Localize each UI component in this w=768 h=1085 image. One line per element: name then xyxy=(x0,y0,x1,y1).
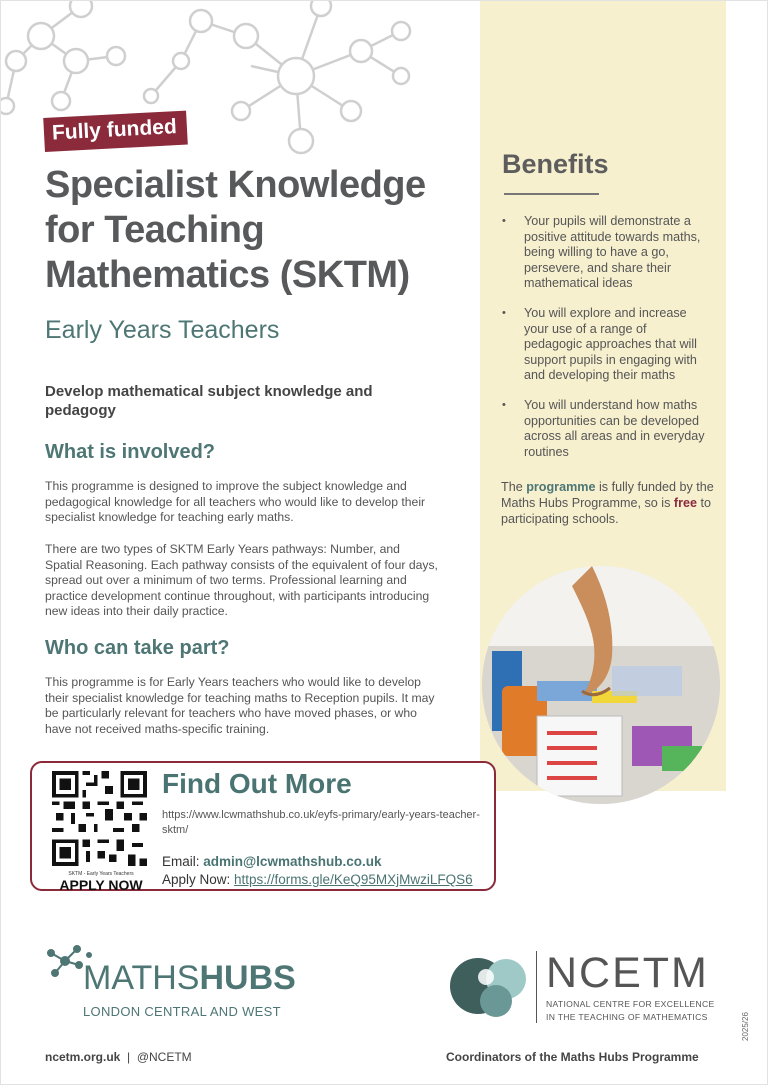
mathshubs-region: LONDON CENTRAL AND WEST xyxy=(83,1004,281,1019)
classroom-photo xyxy=(482,566,720,804)
coordinators-text: Coordinators of the Maths Hubs Programme xyxy=(446,1050,699,1064)
footer-links xyxy=(45,1050,192,1064)
funding-note xyxy=(501,480,716,527)
apply-link[interactable]: https://forms.gle/KeQ95MXjMwziLFQS6 xyxy=(234,872,473,887)
qr-code-icon[interactable] xyxy=(52,771,147,866)
title-line: for Teaching xyxy=(45,209,265,251)
email-link[interactable]: admin@lcwmathshub.co.uk xyxy=(203,854,382,869)
programme-url-link[interactable]: https://www.lcwmathshub.co.uk/eyfs-primary/early-years-teacher-sktm/ xyxy=(162,809,480,836)
ncetm-name: NCETM xyxy=(546,949,709,997)
bullet-icon: • xyxy=(502,398,506,411)
involved-paragraph-1: This programme is designed to improve the subject knowledge and pedagogical knowledge for all teachers who would like to develop their specialist knowledge for teaching early maths. xyxy=(45,479,426,524)
title-line: Specialist Knowledge xyxy=(45,164,426,206)
bullet-icon: • xyxy=(502,215,506,227)
mathshubs-hubs: HUBS xyxy=(199,959,296,997)
mathshubs-maths: MATHS xyxy=(83,959,200,997)
page-title xyxy=(45,163,465,298)
ncetm-divider xyxy=(536,951,537,1023)
ncetm-tagline-1: NATIONAL CENTRE FOR EXCELLENCE xyxy=(546,999,715,1009)
mathshubs-logo-text xyxy=(83,959,296,998)
benefit-item xyxy=(501,306,706,384)
funding-note-text: is fully funded by the Maths Hubs Programme, so is xyxy=(501,480,714,510)
who-heading: Who can take part? xyxy=(45,637,230,659)
involved-paragraph-2: There are two types of SKTM Early Years pathways: Number, and Spatial Reasoning. Each pathway consists of the equivalent of four days, spread out over a minimum of two terms. Professional learning and practice development continue throughout, with participants introducing new ideas into their daily practice. xyxy=(45,542,438,618)
find-out-more-heading: Find Out More xyxy=(162,768,352,799)
email-line xyxy=(162,854,381,869)
funding-note-text: The xyxy=(501,480,527,494)
ncetm-website-link[interactable]: ncetm.org.uk xyxy=(45,1050,121,1064)
bullet-icon: • xyxy=(502,306,506,319)
benefits-list xyxy=(501,214,706,474)
qr-apply-now-label: APPLY NOW xyxy=(59,877,143,893)
ncetm-social-handle[interactable]: @NCETM xyxy=(136,1050,192,1064)
year-label: 2025/26 xyxy=(741,1012,750,1041)
involved-heading: What is involved? xyxy=(45,441,216,463)
who-paragraph: This programme is for Early Years teachers who would like to develop their specialist knowledge for teaching maths to Reception pupils. It may be particularly relevant for teachers who have moved phases, or who have not received maths-specific training. xyxy=(45,675,435,736)
programme-highlight: programme xyxy=(526,480,596,494)
free-highlight: free xyxy=(673,495,697,510)
email-label: Email: xyxy=(162,854,204,869)
qr-caption: SKTM - Early Years Teachers xyxy=(68,871,134,877)
title-line: Mathematics (SKTM) xyxy=(45,254,410,296)
page-subtitle: Early Years Teachers xyxy=(45,316,280,344)
benefit-text: You will understand how maths opportunities can be developed across all areas and in everyday routines xyxy=(524,397,705,459)
lead-text: Develop mathematical subject knowledge and pedagogy xyxy=(45,383,373,419)
find-out-more-panel xyxy=(30,761,496,891)
apply-line xyxy=(162,872,473,887)
fully-funded-badge: Fully funded xyxy=(43,111,187,152)
benefit-text: You will explore and increase your use of a range of pedagogic approaches that will support pupils in engaging with and developing their maths xyxy=(524,305,697,383)
benefits-divider xyxy=(504,193,599,195)
benefit-item xyxy=(501,398,706,460)
apply-label: Apply Now: xyxy=(162,872,235,887)
ncetm-logo-icon xyxy=(448,951,528,1021)
ncetm-tagline-2: IN THE TEACHING OF MATHEMATICS xyxy=(546,1012,708,1022)
benefit-item xyxy=(501,214,706,292)
benefits-heading: Benefits xyxy=(502,149,609,179)
footer-separator: | xyxy=(127,1050,131,1064)
funding-note-text: to participating schools. xyxy=(501,495,711,526)
benefit-text: Your pupils will demonstrate a positive attitude towards maths, being willing to have a go, persevere, and share their mathematical ideas xyxy=(524,214,701,291)
